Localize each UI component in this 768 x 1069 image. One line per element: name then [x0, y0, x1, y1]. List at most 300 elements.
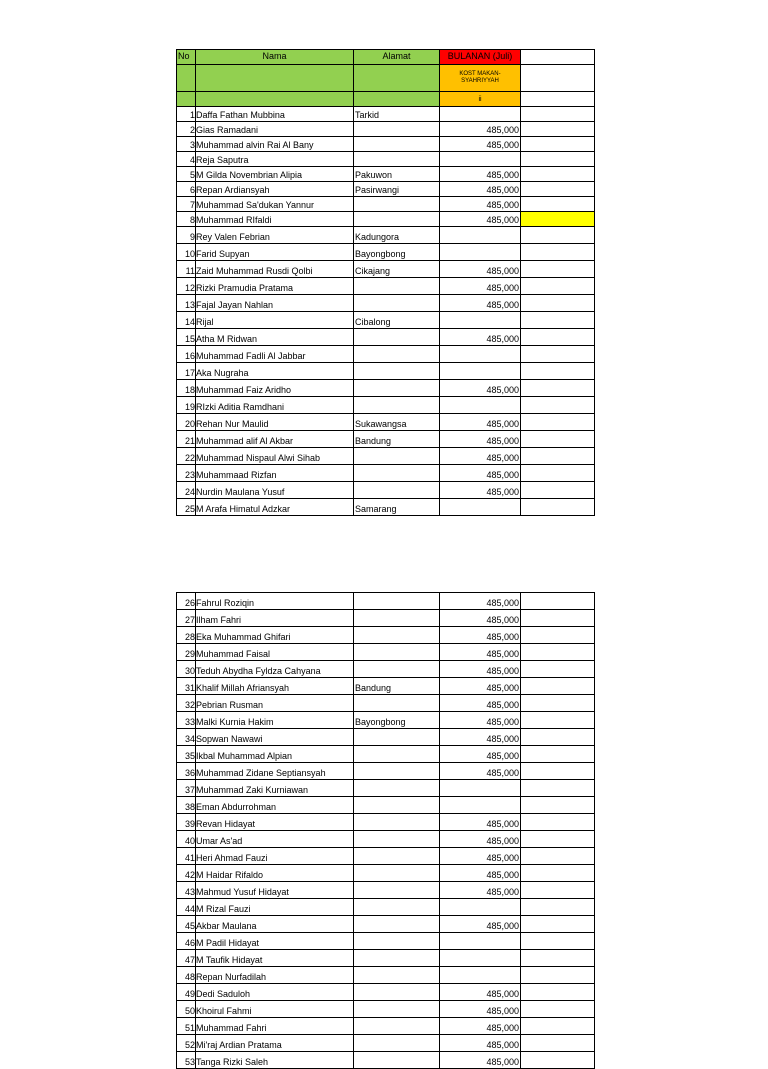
row-nama: Repan Nurfadilah	[196, 967, 354, 984]
row-amount	[440, 967, 521, 984]
row-no: 36	[177, 763, 196, 780]
row-alamat	[354, 865, 440, 882]
row-no: 17	[177, 363, 196, 380]
row-amount: 485,000	[440, 197, 521, 212]
row-no: 27	[177, 610, 196, 627]
row-amount: 485,000	[440, 882, 521, 899]
header-alamat: Alamat	[354, 50, 440, 65]
header-blank	[521, 92, 595, 107]
row-no: 29	[177, 644, 196, 661]
table-row	[177, 967, 595, 984]
row-no: 9	[177, 227, 196, 244]
row-amount: 485,000	[440, 729, 521, 746]
row-nama: Mahmud Yusuf Hidayat	[196, 882, 354, 899]
row-amount: 485,000	[440, 695, 521, 712]
header-cell	[196, 92, 354, 107]
row-nama: Muhammad Nispaul Alwi Sihab	[196, 448, 354, 465]
row-alamat: Tarkid	[354, 107, 440, 122]
row-amount: 485,000	[440, 1052, 521, 1069]
row-extra	[521, 499, 595, 516]
table-row	[177, 431, 595, 448]
row-no: 3	[177, 137, 196, 152]
row-amount: 485,000	[440, 167, 521, 182]
row-alamat	[354, 780, 440, 797]
row-extra	[521, 763, 595, 780]
row-nama: Khoirul Fahmi	[196, 1001, 354, 1018]
row-nama: Akbar Maulana	[196, 916, 354, 933]
row-extra	[521, 661, 595, 678]
row-alamat	[354, 278, 440, 295]
row-no: 37	[177, 780, 196, 797]
row-alamat	[354, 295, 440, 312]
row-alamat: Bandung	[354, 431, 440, 448]
row-nama: Nurdin Maulana Yusuf	[196, 482, 354, 499]
row-no: 14	[177, 312, 196, 329]
row-amount: 485,000	[440, 482, 521, 499]
row-nama: Muhammad Fahri	[196, 1018, 354, 1035]
row-amount: 485,000	[440, 1035, 521, 1052]
row-no: 6	[177, 182, 196, 197]
row-no: 19	[177, 397, 196, 414]
row-alamat	[354, 122, 440, 137]
row-alamat	[354, 933, 440, 950]
row-nama: M Gilda Novembrian Alipia	[196, 167, 354, 182]
row-alamat	[354, 882, 440, 899]
row-alamat	[354, 593, 440, 610]
row-alamat	[354, 967, 440, 984]
table-row	[177, 678, 595, 695]
table-row	[177, 212, 595, 227]
row-extra	[521, 431, 595, 448]
row-no: 34	[177, 729, 196, 746]
row-no: 13	[177, 295, 196, 312]
table-row	[177, 865, 595, 882]
row-amount: 485,000	[440, 644, 521, 661]
row-no: 4	[177, 152, 196, 167]
row-no: 46	[177, 933, 196, 950]
header-cell	[354, 65, 440, 92]
row-amount: 485,000	[440, 746, 521, 763]
row-extra	[521, 152, 595, 167]
table-row	[177, 933, 595, 950]
row-extra	[521, 593, 595, 610]
row-amount: 485,000	[440, 261, 521, 278]
row-amount: 485,000	[440, 593, 521, 610]
table-row	[177, 627, 595, 644]
row-no: 49	[177, 984, 196, 1001]
table-row	[177, 499, 595, 516]
row-alamat: Cibalong	[354, 312, 440, 329]
table-row	[177, 122, 595, 137]
table-row	[177, 848, 595, 865]
row-amount: 485,000	[440, 278, 521, 295]
row-extra	[521, 278, 595, 295]
row-no: 5	[177, 167, 196, 182]
row-amount	[440, 499, 521, 516]
row-amount: 485,000	[440, 610, 521, 627]
row-alamat: Pasirwangi	[354, 182, 440, 197]
table-row	[177, 295, 595, 312]
row-alamat: Samarang	[354, 499, 440, 516]
row-no: 12	[177, 278, 196, 295]
table-row	[177, 831, 595, 848]
header-blank	[521, 65, 595, 92]
row-extra	[521, 984, 595, 1001]
row-amount: 485,000	[440, 380, 521, 397]
row-no: 42	[177, 865, 196, 882]
row-alamat	[354, 763, 440, 780]
row-nama: Muhammad RIfaldi	[196, 212, 354, 227]
row-extra	[521, 363, 595, 380]
row-amount: 485,000	[440, 763, 521, 780]
row-nama: Gias Ramadani	[196, 122, 354, 137]
row-no: 48	[177, 967, 196, 984]
row-nama: Fahrul Roziqin	[196, 593, 354, 610]
row-amount: 485,000	[440, 661, 521, 678]
row-extra	[521, 899, 595, 916]
row-extra	[521, 831, 595, 848]
table-row	[177, 244, 595, 261]
row-nama: M Padil Hidayat	[196, 933, 354, 950]
row-no: 20	[177, 414, 196, 431]
row-no: 40	[177, 831, 196, 848]
row-alamat	[354, 152, 440, 167]
row-extra	[521, 865, 595, 882]
table-row	[177, 763, 595, 780]
row-nama: Heri Ahmad Fauzi	[196, 848, 354, 865]
row-nama: Umar As'ad	[196, 831, 354, 848]
row-extra	[521, 882, 595, 899]
row-extra	[521, 780, 595, 797]
row-alamat	[354, 814, 440, 831]
table-row	[177, 137, 595, 152]
header-row-2	[177, 65, 595, 92]
row-extra	[521, 746, 595, 763]
table-row	[177, 329, 595, 346]
row-no: 32	[177, 695, 196, 712]
row-extra	[521, 167, 595, 182]
table-row	[177, 644, 595, 661]
row-nama: Zaid Muhammad Rusdi Qolbi	[196, 261, 354, 278]
row-nama: Rey Valen Febrian	[196, 227, 354, 244]
row-amount	[440, 397, 521, 414]
row-no: 28	[177, 627, 196, 644]
table-row	[177, 916, 595, 933]
row-amount: 485,000	[440, 431, 521, 448]
row-alamat	[354, 831, 440, 848]
row-amount: 485,000	[440, 465, 521, 482]
table-row	[177, 397, 595, 414]
table-row	[177, 363, 595, 380]
row-nama: Repan Ardiansyah	[196, 182, 354, 197]
header-cell	[177, 65, 196, 92]
row-alamat	[354, 661, 440, 678]
row-alamat	[354, 695, 440, 712]
row-amount: 485,000	[440, 448, 521, 465]
row-nama: Muhammad Faiz Aridho	[196, 380, 354, 397]
row-extra	[521, 122, 595, 137]
table-row	[177, 152, 595, 167]
row-alamat	[354, 610, 440, 627]
table-row	[177, 448, 595, 465]
row-extra	[521, 329, 595, 346]
row-nama: Rizki Pramudia Pratama	[196, 278, 354, 295]
table-row	[177, 197, 595, 212]
row-no: 1	[177, 107, 196, 122]
row-alamat	[354, 1035, 440, 1052]
row-nama: Muhammad Zidane Septiansyah	[196, 763, 354, 780]
row-alamat	[354, 380, 440, 397]
row-amount: 485,000	[440, 329, 521, 346]
row-alamat	[354, 1052, 440, 1069]
row-alamat: Sukawangsa	[354, 414, 440, 431]
header-cell	[354, 92, 440, 107]
row-alamat	[354, 363, 440, 380]
row-amount	[440, 227, 521, 244]
row-no: 41	[177, 848, 196, 865]
row-extra	[521, 261, 595, 278]
row-nama: M Haidar Rifaldo	[196, 865, 354, 882]
row-alamat: Bandung	[354, 678, 440, 695]
row-extra	[521, 1052, 595, 1069]
row-no: 44	[177, 899, 196, 916]
row-no: 31	[177, 678, 196, 695]
row-amount: 485,000	[440, 916, 521, 933]
row-extra	[521, 448, 595, 465]
row-amount: 485,000	[440, 122, 521, 137]
row-nama: Ilham Fahri	[196, 610, 354, 627]
row-no: 47	[177, 950, 196, 967]
row-nama: RIzki Aditia Ramdhani	[196, 397, 354, 414]
row-no: 21	[177, 431, 196, 448]
row-no: 7	[177, 197, 196, 212]
table-row	[177, 729, 595, 746]
table-row	[177, 380, 595, 397]
row-extra	[521, 107, 595, 122]
row-amount: 485,000	[440, 295, 521, 312]
row-nama: Tanga Rizki Saleh	[196, 1052, 354, 1069]
table-row	[177, 712, 595, 729]
table-row	[177, 695, 595, 712]
row-no: 33	[177, 712, 196, 729]
row-amount	[440, 363, 521, 380]
row-extra	[521, 295, 595, 312]
row-no: 38	[177, 797, 196, 814]
row-extra	[521, 814, 595, 831]
table-row	[177, 797, 595, 814]
row-extra	[521, 797, 595, 814]
row-amount: 485,000	[440, 1001, 521, 1018]
row-alamat	[354, 746, 440, 763]
row-amount: 485,000	[440, 848, 521, 865]
table-row	[177, 814, 595, 831]
row-amount: 485,000	[440, 1018, 521, 1035]
row-no: 30	[177, 661, 196, 678]
table-row	[177, 1035, 595, 1052]
header-cell	[196, 65, 354, 92]
table-row	[177, 312, 595, 329]
row-alamat	[354, 848, 440, 865]
row-nama: Teduh Abydha Fyldza Cahyana	[196, 661, 354, 678]
row-alamat	[354, 346, 440, 363]
row-nama: Mi'raj Ardian Pratama	[196, 1035, 354, 1052]
table-row	[177, 899, 595, 916]
row-nama: Aka Nugraha	[196, 363, 354, 380]
row-no: 24	[177, 482, 196, 499]
row-no: 2	[177, 122, 196, 137]
row-alamat	[354, 899, 440, 916]
row-nama: M Taufik Hidayat	[196, 950, 354, 967]
header-blank	[521, 50, 595, 65]
row-alamat	[354, 950, 440, 967]
table-row	[177, 227, 595, 244]
row-extra	[521, 312, 595, 329]
table-row	[177, 950, 595, 967]
row-no: 18	[177, 380, 196, 397]
row-amount: 485,000	[440, 831, 521, 848]
header-sub: ii	[440, 92, 521, 107]
header-no: No	[177, 50, 196, 65]
table-row	[177, 984, 595, 1001]
row-amount	[440, 797, 521, 814]
row-no: 39	[177, 814, 196, 831]
row-no: 10	[177, 244, 196, 261]
row-nama: Ikbal Muhammad Alpian	[196, 746, 354, 763]
table-row	[177, 1018, 595, 1035]
row-nama: Eka Muhammad Ghifari	[196, 627, 354, 644]
header-row-3	[177, 92, 595, 107]
row-alamat: Bayongbong	[354, 712, 440, 729]
row-alamat	[354, 482, 440, 499]
row-nama: Khalif Millah Afriansyah	[196, 678, 354, 695]
table-row	[177, 746, 595, 763]
row-nama: M Arafa Himatul Adzkar	[196, 499, 354, 516]
row-nama: Atha M Ridwan	[196, 329, 354, 346]
table-row	[177, 278, 595, 295]
row-alamat	[354, 197, 440, 212]
row-nama: Fajal Jayan Nahlan	[196, 295, 354, 312]
table-row	[177, 661, 595, 678]
row-nama: Revan Hidayat	[196, 814, 354, 831]
row-amount: 485,000	[440, 212, 521, 227]
row-no: 23	[177, 465, 196, 482]
row-nama: Sopwan Nawawi	[196, 729, 354, 746]
row-extra	[521, 182, 595, 197]
row-nama: Muhammaad Rizfan	[196, 465, 354, 482]
row-extra	[521, 465, 595, 482]
row-extra	[521, 967, 595, 984]
row-alamat: Cikajang	[354, 261, 440, 278]
row-amount: 485,000	[440, 137, 521, 152]
row-extra	[521, 1001, 595, 1018]
row-extra	[521, 346, 595, 363]
row-alamat	[354, 797, 440, 814]
row-alamat	[354, 984, 440, 1001]
row-extra	[521, 1035, 595, 1052]
row-extra	[521, 137, 595, 152]
row-extra	[521, 227, 595, 244]
row-extra	[521, 627, 595, 644]
header-nama: Nama	[196, 50, 354, 65]
table-row	[177, 482, 595, 499]
row-nama: Eman Abdurrohman	[196, 797, 354, 814]
row-nama: Reja Saputra	[196, 152, 354, 167]
row-nama: M Rizal Fauzi	[196, 899, 354, 916]
table-row	[177, 107, 595, 122]
row-nama: Pebrian Rusman	[196, 695, 354, 712]
student-table-1	[176, 49, 595, 516]
row-no: 50	[177, 1001, 196, 1018]
student-table-2	[176, 592, 595, 1069]
row-alamat	[354, 627, 440, 644]
row-amount	[440, 152, 521, 167]
table-row	[177, 465, 595, 482]
row-no: 52	[177, 1035, 196, 1052]
row-extra	[521, 933, 595, 950]
row-amount: 485,000	[440, 984, 521, 1001]
row-amount: 485,000	[440, 414, 521, 431]
row-extra	[521, 916, 595, 933]
row-amount	[440, 312, 521, 329]
table-row	[177, 1052, 595, 1069]
row-extra	[521, 244, 595, 261]
row-alamat	[354, 397, 440, 414]
row-no: 43	[177, 882, 196, 899]
header-kost: KOST MAKAN- SYAHRIYYAH	[440, 65, 521, 92]
row-extra	[521, 695, 595, 712]
row-extra	[521, 380, 595, 397]
row-alamat	[354, 448, 440, 465]
row-alamat	[354, 729, 440, 746]
row-no: 16	[177, 346, 196, 363]
row-no: 35	[177, 746, 196, 763]
row-no: 22	[177, 448, 196, 465]
row-extra	[521, 644, 595, 661]
row-nama: Dedi Saduloh	[196, 984, 354, 1001]
row-alamat	[354, 644, 440, 661]
row-no: 45	[177, 916, 196, 933]
row-nama: Muhammad alvin Rai Al Bany	[196, 137, 354, 152]
row-nama: Muhammad Sa'dukan Yannur	[196, 197, 354, 212]
header-cell	[177, 92, 196, 107]
row-amount: 485,000	[440, 182, 521, 197]
row-no: 26	[177, 593, 196, 610]
row-no: 25	[177, 499, 196, 516]
row-alamat: Pakuwon	[354, 167, 440, 182]
row-alamat	[354, 329, 440, 346]
row-alamat	[354, 916, 440, 933]
header-row	[177, 50, 595, 65]
row-no: 8	[177, 212, 196, 227]
row-amount: 485,000	[440, 712, 521, 729]
row-amount	[440, 899, 521, 916]
table-row	[177, 593, 595, 610]
row-nama: Muhammad Zaki Kurniawan	[196, 780, 354, 797]
row-extra	[521, 610, 595, 627]
row-no: 51	[177, 1018, 196, 1035]
row-extra	[521, 950, 595, 967]
table-row	[177, 610, 595, 627]
row-nama: Rehan Nur Maulid	[196, 414, 354, 431]
row-nama: Muhammad Faisal	[196, 644, 354, 661]
row-nama: Muhammad alif Al Akbar	[196, 431, 354, 448]
row-extra	[521, 397, 595, 414]
table-row	[177, 182, 595, 197]
row-alamat	[354, 212, 440, 227]
row-no: 15	[177, 329, 196, 346]
row-alamat: Bayongbong	[354, 244, 440, 261]
row-extra	[521, 1018, 595, 1035]
